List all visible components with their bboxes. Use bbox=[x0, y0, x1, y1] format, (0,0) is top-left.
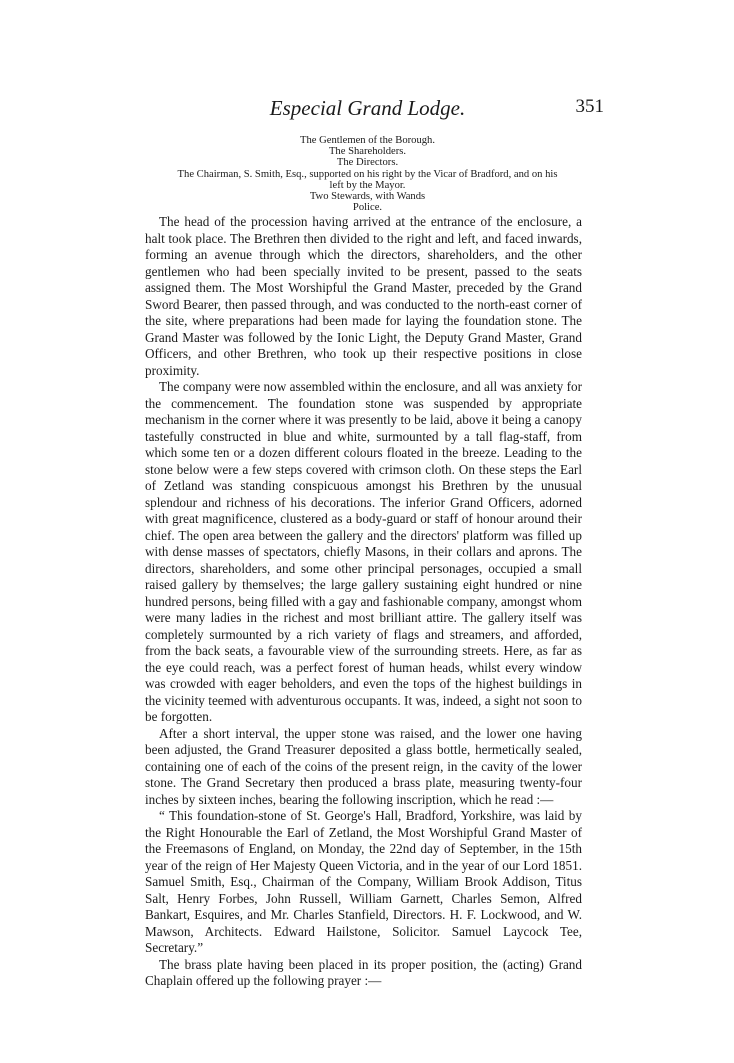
page-header bbox=[131, 96, 604, 124]
procession-list bbox=[131, 135, 604, 213]
running-title: Especial Grand Lodge. bbox=[269, 96, 466, 120]
procession-line: Police. bbox=[352, 202, 383, 214]
paragraph: The brass plate having been placed in its proper position, the (acting) Grand Chaplain offered up the following prayer :— bbox=[145, 956, 582, 988]
procession-line: The Chairman, S. Smith, Esq., supported on his right by the Vicar of Bradford, and on his bbox=[177, 168, 558, 180]
procession-line: left by the Mayor. bbox=[329, 179, 406, 191]
inscription-quote: “ This foundation-stone of St. George's Hall, Bradford, Yorkshire, was laid by the Right Honourable the Earl of Zetland, the Most Worshipful Grand Master of the Freemasons of England, on Monday, the 22nd day of September, in the 15th year of the reign of Her Majesty Queen Victoria, and in the year of our Lord 1851. Samuel Smith, Esq., Chairman of the Company, William Brook Addison, Titus Salt, Henry Forbes, John Russell, William Garnett, Charles Semon, Alfred Bankart, Esquires, and Mr. Charles Stanfield, Directors. H. F. Lockwood, and W. Mawson, Architects. Edward Hailstone, Solicitor. Samuel Laycock Tee, Secretary.” bbox=[145, 808, 582, 955]
procession-line: The Gentlemen of the Borough. bbox=[299, 135, 436, 146]
procession-line: The Shareholders. bbox=[328, 146, 407, 158]
paragraph: After a short interval, the upper stone was raised, and the lower one having been adjusted, the Grand Treasurer deposited a glass bottle, hermetically sealed, containing one of each of the coins of the present reign, in the cavity of the lower stone. The Grand Secretary then produced a brass plate, measuring twenty-four inches by sixteen inches, bearing the following inscription, which he read :— bbox=[145, 725, 582, 807]
procession-line: Two Stewards, with Wands bbox=[309, 191, 426, 203]
page-number: 351 bbox=[575, 96, 604, 117]
paragraph: The head of the procession having arrived at the entrance of the enclosure, a halt took place. The Brethren then divided to the right and left, and faced inwards, forming an avenue through which the directors, shareholders, and the other gentlemen who had been specially invited to be present, passed to the seats assigned them. The Most Worshipful the Grand Master, preceded by the Grand Sword Bearer, then passed through, and was conducted to the north-east corner of the site, where preparations had been made for laying the foundation stone. The Grand Master was followed by the Ionic Light, the Deputy Grand Master, Grand Officers, and other Brethren, who took up their respective positions in close proximity. bbox=[145, 214, 582, 378]
paragraph: The company were now assembled within the enclosure, and all was anxiety for the commencement. The foundation stone was suspended by appropriate mechanism in the corner where it was presently to be laid, above it being a canopy tastefully constructed in blue and white, surmounted by a tall flag-staff, from which some ten or a dozen different colours floated in the breeze. Leading to the stone below were a few steps covered with crimson cloth. On these steps the Earl of Zetland was standing conspicuous amongst his Brethren by the unusual splendour and richness of his decorations. The inferior Grand Officers, adorned with great magnificence, clustered as a body-guard or staff of honour around their chief. The open area between the gallery and the directors' platform was filled up with dense masses of spectators, chiefly Masons, in their collars and aprons. The directors, shareholders, and some other principal personages, occupied a small raised gallery by themselves; the large gallery sustaining eight hundred or nine hundred persons, being filled with a gay and fashionable company, amongst whom were many ladies in the richest and most brilliant attire. The gallery itself was completely surmounted by a rich variety of flags and streamers, and afforded, from the back seats, a favourable view of the surrounding streets. Here, as far as the eye could reach, was a perfect forest of human heads, whilst every window was crowded with eager beholders, and even the tops of the highest buildings in the vicinity teemed with adventurous occupants. It was, indeed, a sight not soon to be forgotten. bbox=[145, 379, 582, 724]
body-text bbox=[145, 214, 582, 990]
procession-line: The Directors. bbox=[336, 157, 399, 169]
